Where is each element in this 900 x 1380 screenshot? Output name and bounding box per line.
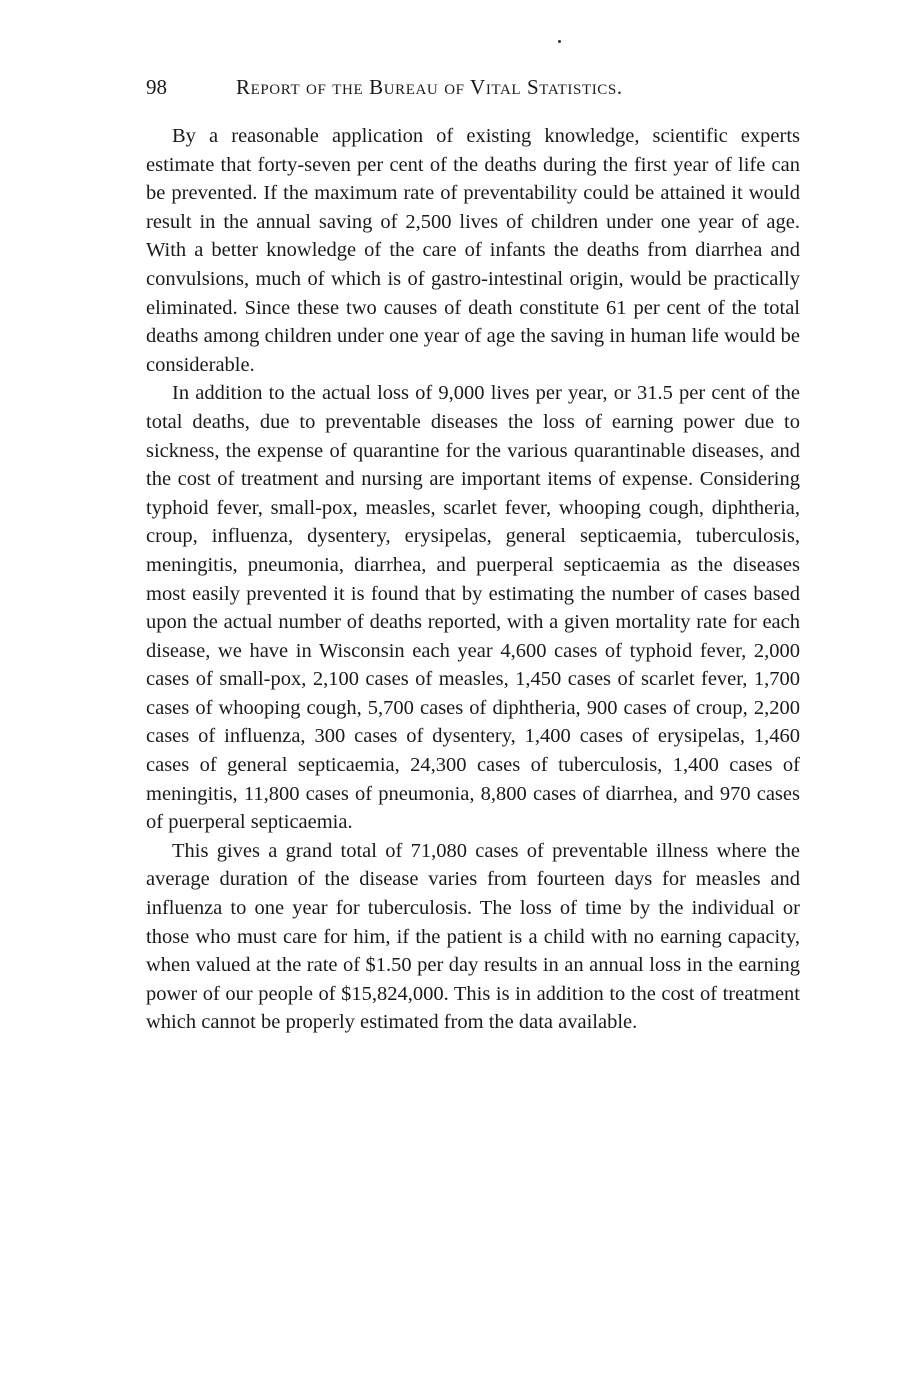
page-header xyxy=(146,70,800,104)
book-page xyxy=(146,70,800,1037)
paragraph-infant-mortality: By a reasonable application of existing knowledge, scientific experts estimate that forty-seven per cent of the deaths during the first year of life can be prevented. If the maximum rate of preventability could be attained it would result in the annual saving of 2,500 lives of children under one year of age. With a better knowledge of the care of infants the deaths from diarrhea and convulsions, much of which is of gastro-intestinal origin, would be practically eliminated. Since these two causes of death constitute 61 per cent of the total deaths among children under one year of age the saving in human life would be considerable. xyxy=(146,125,800,376)
body-text xyxy=(146,122,800,1037)
print-speck xyxy=(558,40,561,43)
page-number: 98 xyxy=(146,75,167,99)
running-title: Report of the Bureau of Vital Statistics. xyxy=(236,75,623,99)
paragraph-preventable-diseases: In addition to the actual loss of 9,000 lives per year, or 31.5 per cent of the total deaths, due to preventable diseases the loss of earning power due to sickness, the expense of quarantine for the various quarantinable diseases, and the cost of treatment and nursing are important items of expense. Considering typhoid fever, small-pox, measles, scarlet fever, whooping cough, diphtheria, croup, influenza, dysentery, erysipelas, general septicaemia, tuberculosis, meningitis, pneumonia, diarrhea, and puerperal septicaemia as the diseases most easily prevented it is found that by estimating the number of cases based upon the actual number of deaths reported, with a given mortality rate for each disease, we have in Wisconsin each year 4,600 cases of typhoid fever, 2,000 cases of small-pox, 2,100 cases of measles, 1,450 cases of scarlet fever, 1,700 cases of whooping cough, 5,700 cases of diphtheria, 900 cases of croup, 2,200 cases of influenza, 300 cases of dysentery, 1,400 cases of erysipelas, 1,460 cases of general septicaemia, 24,300 cases of tuberculosis, 1,400 cases of meningitis, 11,800 cases of pneumonia, 8,800 cases of diarrhea, and 970 cases of puerperal septicaemia. xyxy=(146,382,800,834)
paragraph-economic-loss: This gives a grand total of 71,080 cases of preventable illness where the average duration of the disease varies from fourteen days for measles and influenza to one year for tuberculosis. The loss of time by the individual or those who must care for him, if the patient is a child with no earning capacity, when valued at the rate of $1.50 per day results in an annual loss in the earning power of our people of $15,824,000. This is in addition to the cost of treatment which cannot be properly estimated from the data available. xyxy=(146,839,800,1034)
